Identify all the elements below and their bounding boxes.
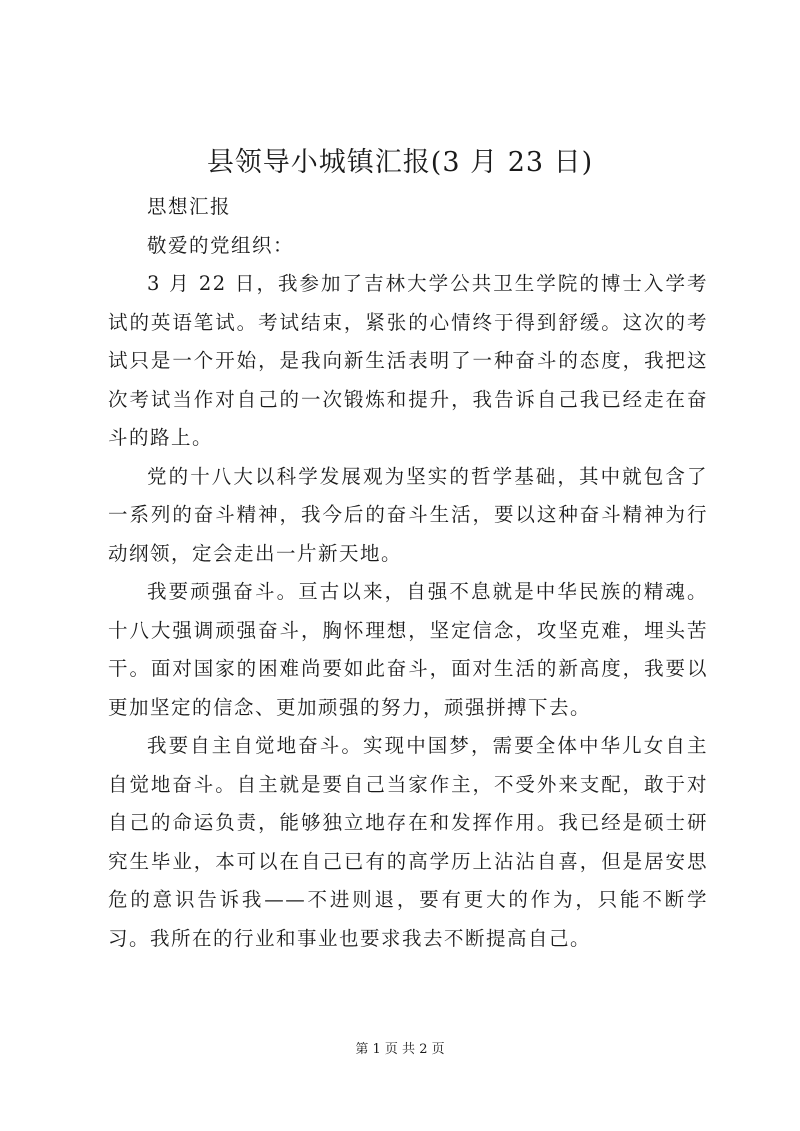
paragraph: 我要自主自觉地奋斗。实现中国梦，需要全体中华儿女自主自觉地奋斗。自主就是要自己当家作主，不受外来支配，敢于对自己的命运负责，能够独立地存在和发挥作用。我已经是硕士研究生毕业，本可以在自己已有的高学历上沾沾自喜，但是居安思危的意识告诉我——不进则退，要有更大的作为，只能不断学习。我所在的行业和事业也要求我去不断提高自己。 [108, 734, 708, 950]
paragraph: 敬爱的党组织： [147, 233, 295, 257]
document-body [108, 188, 708, 958]
paragraph: 党的十八大以科学发展观为坚实的哲学基础，其中就包含了一系列的奋斗精神，我今后的奋斗生活，要以这种奋斗精神为行动纲领，定会走出一片新天地。 [108, 464, 708, 565]
paragraph: 3 月 22 日，我参加了吉林大学公共卫生学院的博士入学考试的英语笔试。考试结束，紧张的心情终于得到舒缓。这次的考试只是一个开始，是我向新生活表明了一种奋斗的态度，我把这次考试当作对自己的一次锻炼和提升，我告诉自己我已经走在奋斗的路上。 [108, 272, 708, 449]
document-title: 县领导小城镇汇报(3 月 23 日) [206, 147, 594, 178]
paragraph: 思想汇报 [147, 195, 232, 218]
paragraph: 我要顽强奋斗。亘古以来，自强不息就是中华民族的精魂。十八大强调顽强奋斗，胸怀理想，坚定信念，攻坚克难，埋头苦干。面对国家的困难尚要如此奋斗，面对生活的新高度，我要以更加坚定的信念、更加顽强的努力，顽强拼搏下去。 [108, 580, 708, 719]
page-footer: 第 1 页 共 2 页 [355, 1042, 445, 1057]
